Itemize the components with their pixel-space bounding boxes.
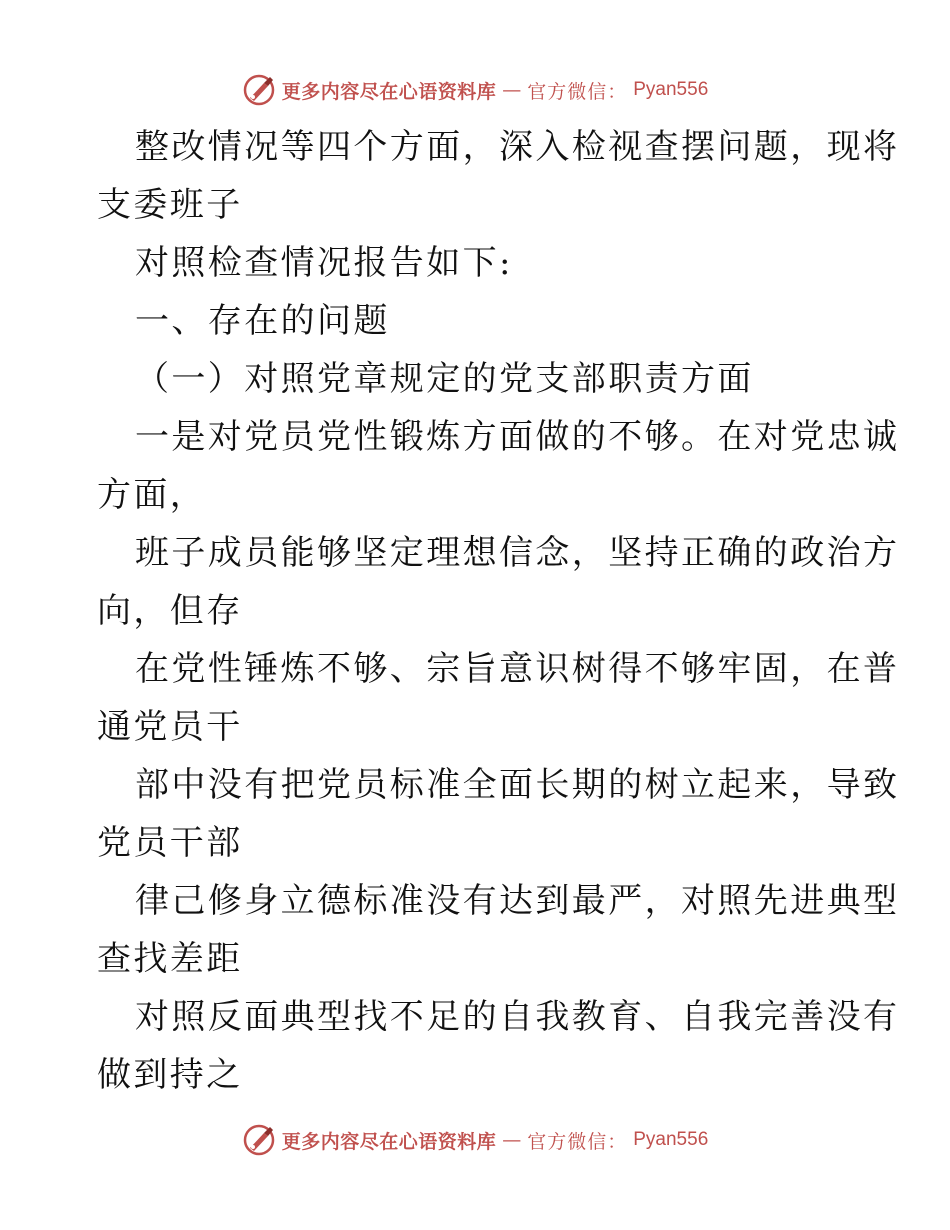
text-line: 党员干部 bbox=[97, 823, 243, 863]
text-line: 对照反面典型找不足的自我教育、自我完善没有 bbox=[135, 997, 900, 1037]
text-line: 对照检查情况报告如下: bbox=[135, 243, 513, 283]
banner-wechat-label: 官方微信： bbox=[527, 80, 628, 103]
text-line: 整改情况等四个方面，深入检视查摆问题，现将 bbox=[135, 127, 900, 167]
text-line: 律己修身立德标准没有达到最严，对照先进典型 bbox=[135, 881, 900, 921]
text-line: 方面， bbox=[97, 475, 207, 515]
document-body bbox=[97, 118, 900, 1104]
banner-wechat-label: 官方微信： bbox=[527, 1130, 628, 1153]
banner-main-text: 更多内容尽在心语资料库 bbox=[281, 1130, 497, 1153]
text-line: 班子成员能够坚定理想信念，坚持正确的政治方 bbox=[135, 533, 900, 573]
text-line: 查找差距 bbox=[97, 939, 243, 979]
text-line: 部中没有把党员标准全面长期的树立起来，导致 bbox=[135, 765, 900, 805]
text-line: 向，但存 bbox=[97, 591, 243, 631]
header-banner bbox=[0, 70, 950, 110]
text-line: 一是对党员党性锻炼方面做的不够。在对党忠诚 bbox=[135, 417, 900, 457]
banner-main-text: 更多内容尽在心语资料库 bbox=[281, 80, 497, 103]
subsection-heading: （一）对照党章规定的党支部职责方面 bbox=[135, 359, 754, 399]
banner-separator: — bbox=[502, 1129, 522, 1151]
banner-wechat-id: Pyan556 bbox=[633, 1129, 709, 1150]
banner-content bbox=[242, 1123, 709, 1157]
banner-separator: — bbox=[502, 79, 522, 101]
text-line: 在党性锤炼不够、宗旨意识树得不够牢固，在普 bbox=[135, 649, 900, 689]
text-line: 通党员干 bbox=[97, 707, 243, 747]
banner-wechat-id: Pyan556 bbox=[633, 79, 709, 100]
text-line: 支委班子 bbox=[97, 185, 243, 225]
banner-content bbox=[242, 73, 709, 107]
section-heading: 一、存在的问题 bbox=[135, 301, 390, 341]
footer-banner bbox=[0, 1120, 950, 1160]
pen-logo-icon bbox=[242, 1123, 276, 1157]
pen-logo-icon bbox=[242, 73, 276, 107]
text-line: 做到持之 bbox=[97, 1055, 243, 1095]
